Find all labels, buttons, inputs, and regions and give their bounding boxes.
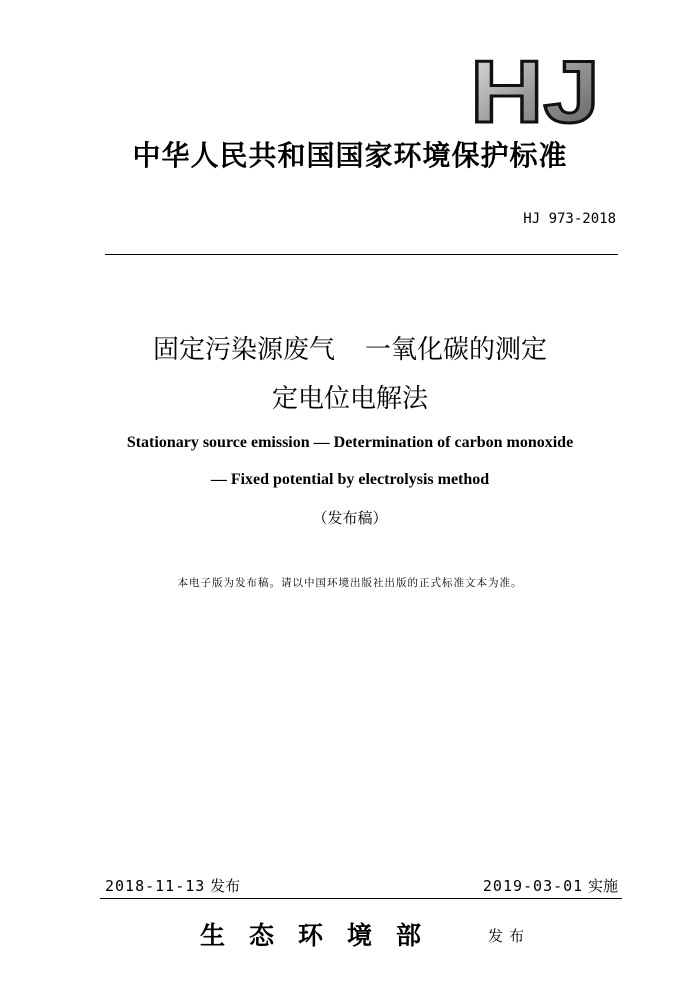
draft-label: （发布稿） [312,509,388,527]
publish-word: 发布 [488,927,531,945]
issue-date-block [105,876,240,896]
electronic-version-notice: 本电子版为发布稿。请以中国环境出版社出版的正式标准文本为准。 [177,577,523,589]
hj-logo [470,56,602,126]
implement-date-block [483,876,618,896]
issue-date: 2018-11-13 [105,877,206,895]
org-title: 中华人民共和国国家环境保护标准 [132,139,568,172]
implement-date: 2019-03-01 [482,877,584,895]
en-title-line-1: Stationary source emission — Determination of carbon monoxide [126,434,574,451]
publisher-name: 生态环境部 [200,921,446,950]
bottom-rule [100,898,622,899]
zh-title-line-1 [0,333,700,367]
zh-title-line-2: 定电位电解法 [271,384,428,414]
zh-title-part-2: 一氧化碳的测定 [365,335,548,365]
zh-title-part-1: 固定污染源废气 [152,335,335,365]
implement-label: 实施 [587,877,618,895]
hj-logo-text: HJ [470,56,600,126]
en-title-line-2: — Fixed potential by electrolysis method [210,471,490,488]
issue-label: 发布 [210,877,241,895]
top-rule [105,254,618,255]
standard-number: HJ 973-2018 [523,211,616,227]
